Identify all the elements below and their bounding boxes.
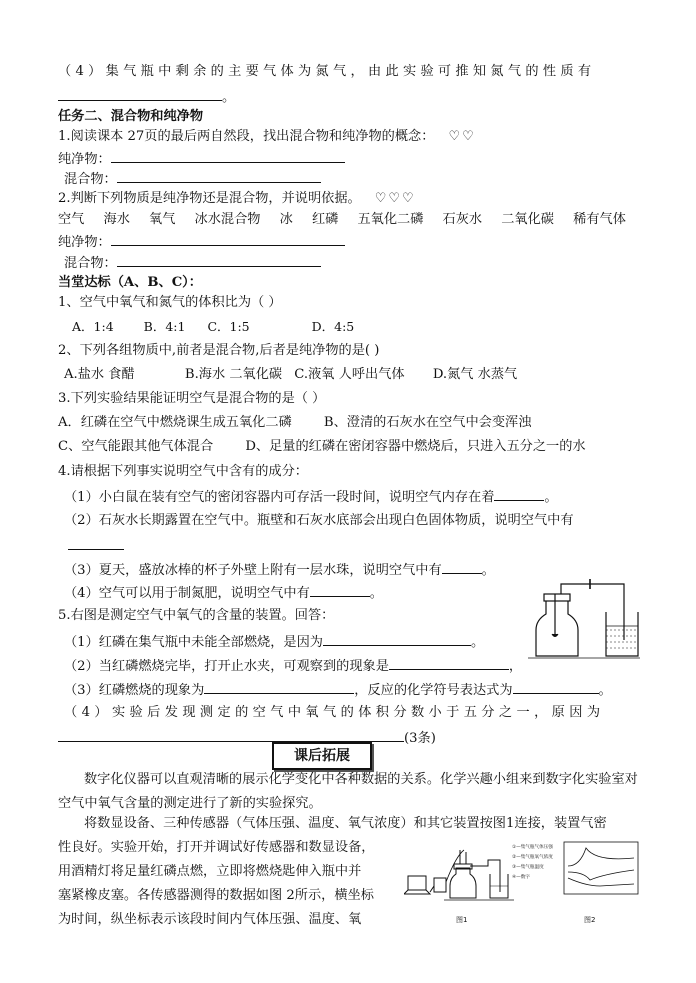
- std-q5-1: （1）红磷在集气瓶中未能全部燃烧，是因为 。: [64, 632, 484, 652]
- extension-p2e: 为时间，纵坐标表示该段时间内气体压强、温度、氧: [58, 912, 362, 927]
- extension-p1: 数字化仪器可以直观清晰的展示化学变化中各种数据的关系。化学兴趣小组来到数字化实验室对空气中氧气含量的测定进行了新的实验探究。: [58, 772, 638, 811]
- answer-blank[interactable]: [58, 87, 222, 101]
- pure-line1: 纯净物：: [58, 149, 345, 169]
- answer-blank[interactable]: [323, 632, 471, 646]
- std-q2-options: A.盐水 食醋 B.海水 二氧化碳 C.液氧 人呼出气体 D.氮气 水蒸气: [64, 367, 518, 382]
- std-q4-3: （3）夏天，盛放冰棒的杯子外壁上附有一层水珠，说明空气中有 。: [64, 560, 495, 580]
- option: A．1:4: [72, 319, 114, 334]
- answer-blank[interactable]: [68, 536, 124, 550]
- fig1-label: 图1: [456, 916, 468, 924]
- hearts-icon: ♡♡: [448, 129, 476, 144]
- std-q3-cd: C、空气能跟其他气体混合 D、足量的红磷在密闭容器中燃烧后，只进入五分之一的水: [58, 439, 586, 454]
- mix-line2: 混合物：: [64, 253, 321, 273]
- std-q5-3: （3）红磷燃烧的现象为 ，反应的化学符号表达式为 。: [64, 680, 612, 700]
- legend-item: ④—数字: [512, 875, 530, 880]
- std-q5: 5.右图是测定空气中氧气的含量的装置。回答：: [58, 608, 335, 623]
- substance: 红磷: [311, 212, 339, 227]
- extension-p2c: 用酒精灯将足量红磷点燃，立即将燃烧匙伸入瓶中并: [58, 864, 362, 879]
- std-q2: 2、下列各组物质中,前者是混合物,后者是纯净物的是( ): [58, 343, 380, 358]
- mix-blank-2[interactable]: [117, 253, 321, 267]
- substance: 石灰水: [442, 212, 483, 227]
- pure-blank-1[interactable]: [111, 149, 345, 163]
- std-q4-2-blank: [68, 536, 124, 556]
- substance: 稀有气体: [573, 212, 626, 227]
- digital-experiment-figures: [404, 836, 640, 926]
- substance: 冰: [279, 212, 293, 227]
- substance: 空气: [58, 212, 85, 227]
- std-q3: 3.下列实验结果能证明空气是混合物的是（ ）: [58, 391, 326, 406]
- std-q5-4-blank: (3条): [58, 728, 436, 748]
- mix-blank-1[interactable]: [117, 169, 321, 183]
- std-q5-4: （4）实验后发现测定的空气中氧气的体积分数小于五分之一，原因为: [64, 705, 605, 720]
- answer-blank[interactable]: [58, 728, 404, 742]
- std-q5-2: （2）当红磷燃烧完毕，打开止水夹，可观察到的现象是 ，: [64, 656, 522, 676]
- answer-blank[interactable]: [513, 680, 599, 694]
- answer-blank[interactable]: [494, 487, 544, 501]
- std-q4-1: （1）小白鼠在装有空气的密闭容器内可存活一段时间，说明空气内存在着 。: [64, 487, 558, 507]
- answer-blank[interactable]: [310, 583, 370, 597]
- option: B．4:1: [143, 319, 186, 334]
- top-q4-line2: 。: [58, 87, 235, 107]
- std-q3-ab: A．红磷在空气中燃烧课生成五氧化二磷 B、澄清的石灰水在空气中会变浑浊: [58, 415, 532, 430]
- option: D．4:5: [311, 319, 355, 334]
- substances-row: [58, 211, 626, 229]
- extension-p2d: 塞紧橡皮塞。各传感器测得的数据如图 2所示，横坐标: [58, 888, 374, 903]
- standard-heading: 当堂达标（A、B、C）：: [58, 275, 202, 290]
- legend-item: ③—集气瓶温度: [512, 865, 544, 870]
- substance: 海水: [103, 212, 130, 227]
- legend-item: ①—集气瓶气体压强: [512, 845, 553, 850]
- legend-item: ②—集气瓶氧气浓度: [512, 855, 553, 860]
- answer-blank[interactable]: [389, 656, 509, 670]
- task2-q1: 1.阅读课本 27页的最后两自然段，找出混合物和纯净物的概念： ♡♡: [58, 129, 476, 144]
- oxygen-apparatus-figure: [528, 562, 640, 660]
- pure-line2: 纯净物：: [58, 232, 345, 252]
- top-q4-line1: [58, 63, 640, 81]
- extension-p2a: 将数显设备、三种传感器（气体压强、温度、氧气浓度）和其它装置按图1连接，装置气密: [84, 816, 607, 831]
- hearts-icon: ♡♡♡: [374, 191, 416, 206]
- answer-blank[interactable]: [442, 560, 482, 574]
- task2-q2: 2.判断下列物质是纯净物还是混合物，并说明依据。 ♡♡♡: [58, 191, 416, 206]
- answer-blank[interactable]: [204, 680, 354, 694]
- extension-title: 课后拓展: [272, 742, 372, 770]
- std-q4: 4.请根据下列事实说明空气中含有的成分：: [58, 464, 308, 479]
- std-q1: 1、空气中氧气和氮气的体积比为（ ）: [58, 295, 282, 310]
- fig2-label: 图2: [584, 916, 596, 924]
- mix-line1: 混合物：: [64, 169, 321, 189]
- substance: 冰水混合物: [194, 212, 261, 227]
- option: C．1:5: [207, 319, 250, 334]
- std-q4-4: （4）空气可以用于制氮肥，说明空气中有 。: [64, 583, 383, 603]
- std-q1-options: [72, 318, 354, 336]
- substance: 氧气: [149, 212, 176, 227]
- std-q4-2: （2）石灰水长期露置在空气中。瓶壁和石灰水底部会出现白色固体物质，说明空气中有: [64, 513, 574, 528]
- extension-p2b: 性良好。实验开始，打开并调试好传感器和数显设备，: [58, 840, 375, 855]
- substance: 二氧化碳: [501, 212, 554, 227]
- top-q4-text: （4）集气瓶中剩余的主要气体为氮气，由此实验可推知氮气的性质有: [58, 64, 596, 79]
- pure-blank-2[interactable]: [111, 232, 345, 246]
- task2-heading: 任务二、混合物和纯净物: [58, 109, 204, 124]
- substance: 五氧化二磷: [357, 212, 424, 227]
